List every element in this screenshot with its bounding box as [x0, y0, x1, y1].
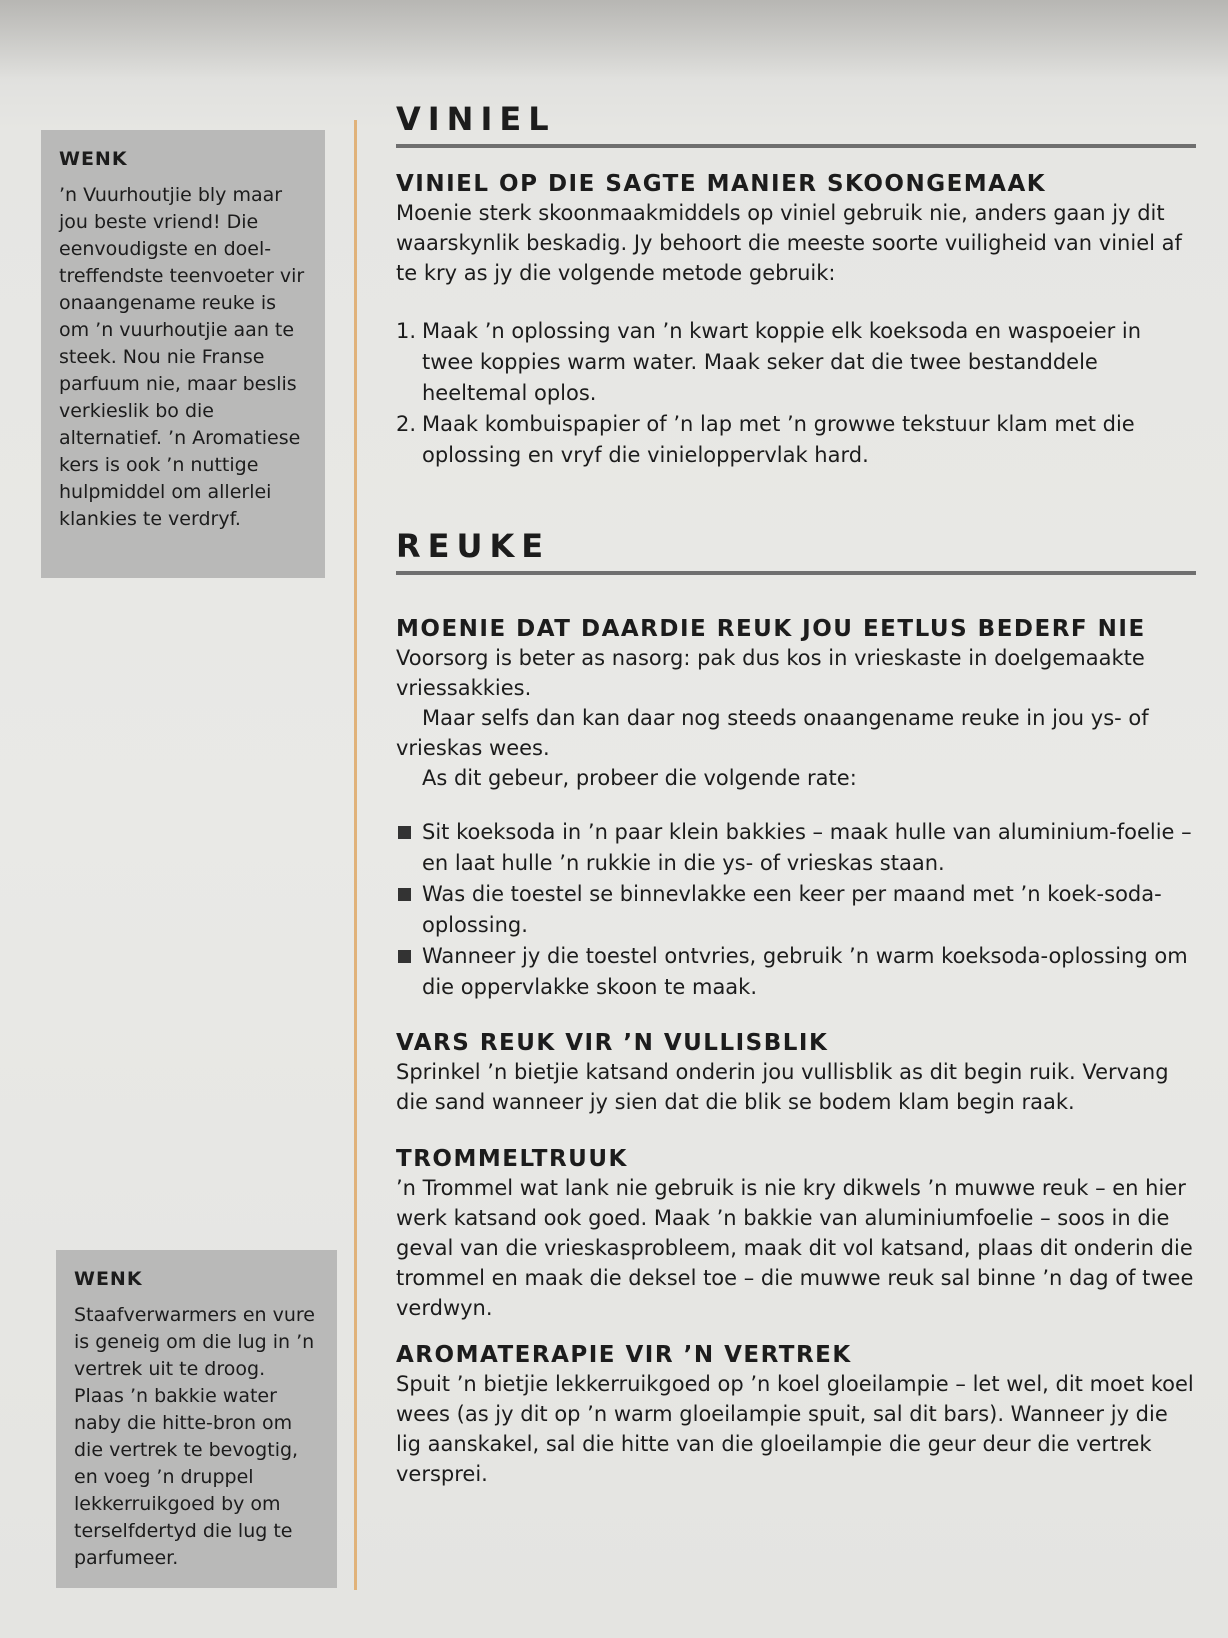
tip-box-1 [41, 130, 325, 578]
list-item [396, 409, 1196, 471]
section-title-viniel: VINIEL [396, 100, 1196, 148]
vullisblik-text: Sprinkel ’n bietjie katsand onderin jou vullisblik as dit begin ruik. Vervang die sand wanneer jy sien dat die blik se bodem klam begin raak. [396, 1060, 1169, 1114]
bullet-text: Was die toestel se binnevlakke een keer per maand met ’n koek-soda-oplossing. [422, 882, 1162, 937]
tip-text: Staafverwarmers en vure is geneig om die lug in ’n vertrek uit te droog. Plaas ’n bakkie water naby die hitte-bron om die vertrek te bevogtig, en voeg ’n druppel lekkerruikgoed by om terselfdertyd die lug te parfumeer. [74, 1304, 315, 1569]
step-number: 1. [396, 319, 417, 343]
list-item [396, 879, 1196, 941]
viniel-steps [396, 316, 1196, 471]
step-text: Maak kombuispapier of ’n lap met ’n growwe tekstuur klam met die oplossing en vryf die vinieloppervlak hard. [422, 412, 1135, 467]
bullet-square-icon [398, 888, 411, 901]
list-item [396, 316, 1196, 409]
bullet-text: Wanneer jy die toestel ontvries, gebruik ’n warm koeksoda-oplossing om die oppervlakke skoon te maak. [422, 944, 1188, 999]
subheading-viniel: VINIEL OP DIE SAGTE MANIER SKOONGEMAAK [396, 171, 1047, 197]
main-column [396, 100, 1196, 1489]
page-shadow [0, 0, 1228, 80]
viniel-intro: Moenie sterk skoonmaakmiddels op viniel gebruik nie, anders gaan jy dit waarskynlik beskadig. Jy behoort die meeste soorte vuiligheid van viniel af te kry as jy die volgende metode gebruik: [396, 201, 1182, 285]
section-title-reuke: REUKE [396, 527, 1196, 575]
bullet-text: Sit koeksoda in ’n paar klein bakkies – maak hulle van aluminium-foelie – en laat hulle ’n rukkie in die ys- of vrieskas staan. [422, 820, 1192, 875]
subheading-vullisblik: VARS REUK VIR ’N VULLISBLIK [396, 1030, 829, 1056]
list-item [396, 941, 1196, 1003]
step-number: 2. [396, 412, 417, 436]
tip-title: WENK [59, 148, 128, 170]
tip-box-2 [56, 1250, 337, 1588]
column-divider [354, 120, 357, 1590]
bullet-square-icon [398, 826, 411, 839]
subheading-trommel: TROMMELTRUUK [396, 1146, 628, 1172]
eetlus-tips [396, 817, 1196, 1003]
trommel-text: ’n Trommel wat lank nie gebruik is nie kry dikwels ’n muwwe reuk – en hier werk katsand ook goed. Maak ’n bakkie van aluminiumfoelie – soos in die geval van die vrieskasprobleem, maak dit vol katsand, plaas dit onderin die trommel en maak die deksel toe – die muwwe reuk sal binne ’n dag of twee verdwyn. [396, 1176, 1194, 1320]
eetlus-paragraph-2: Maar selfs dan kan daar nog steeds onaangename reuke in jou ys- of vrieskas wees. [396, 706, 1149, 760]
tip-title: WENK [74, 1268, 143, 1290]
list-item [396, 817, 1196, 879]
eetlus-paragraph-1: Voorsorg is beter as nasorg: pak dus kos in vrieskaste in doelgemaakte vriessakkies. [396, 646, 1145, 700]
subheading-eetlus: MOENIE DAT DAARDIE REUK JOU EETLUS BEDERF NIE [396, 616, 1146, 642]
eetlus-paragraph-3: As dit gebeur, probeer die volgende rate: [422, 766, 857, 790]
step-text: Maak ’n oplossing van ’n kwart koppie elk koeksoda en waspoeier in twee koppies warm water. Maak seker dat die twee bestanddele heeltemal oplos. [422, 319, 1142, 405]
subheading-aroma: AROMATERAPIE VIR ’N VERTREK [396, 1342, 852, 1368]
bullet-square-icon [398, 950, 411, 963]
aroma-text: Spuit ’n bietjie lekkerruikgoed op ’n koel gloeilampie – let wel, dit moet koel wees (as jy dit op ’n warm gloeilampie spuit, sal dit bars). Wanneer jy die lig aanskakel, sal die hitte van die gloeilampie die geur deur die vertrek versprei. [396, 1372, 1194, 1486]
tip-text: ’n Vuurhoutjie bly maar jou beste vriend! Die eenvoudigste en doel-treffendste teenvoeter vir onaangename reuke is om ’n vuurhoutjie aan te steek. Nou nie Franse parfuum nie, maar beslis verkieslik bo die alternatief. ’n Aromatiese kers is ook ’n nuttige hulpmiddel om allerlei klankies te verdryf. [59, 184, 305, 530]
